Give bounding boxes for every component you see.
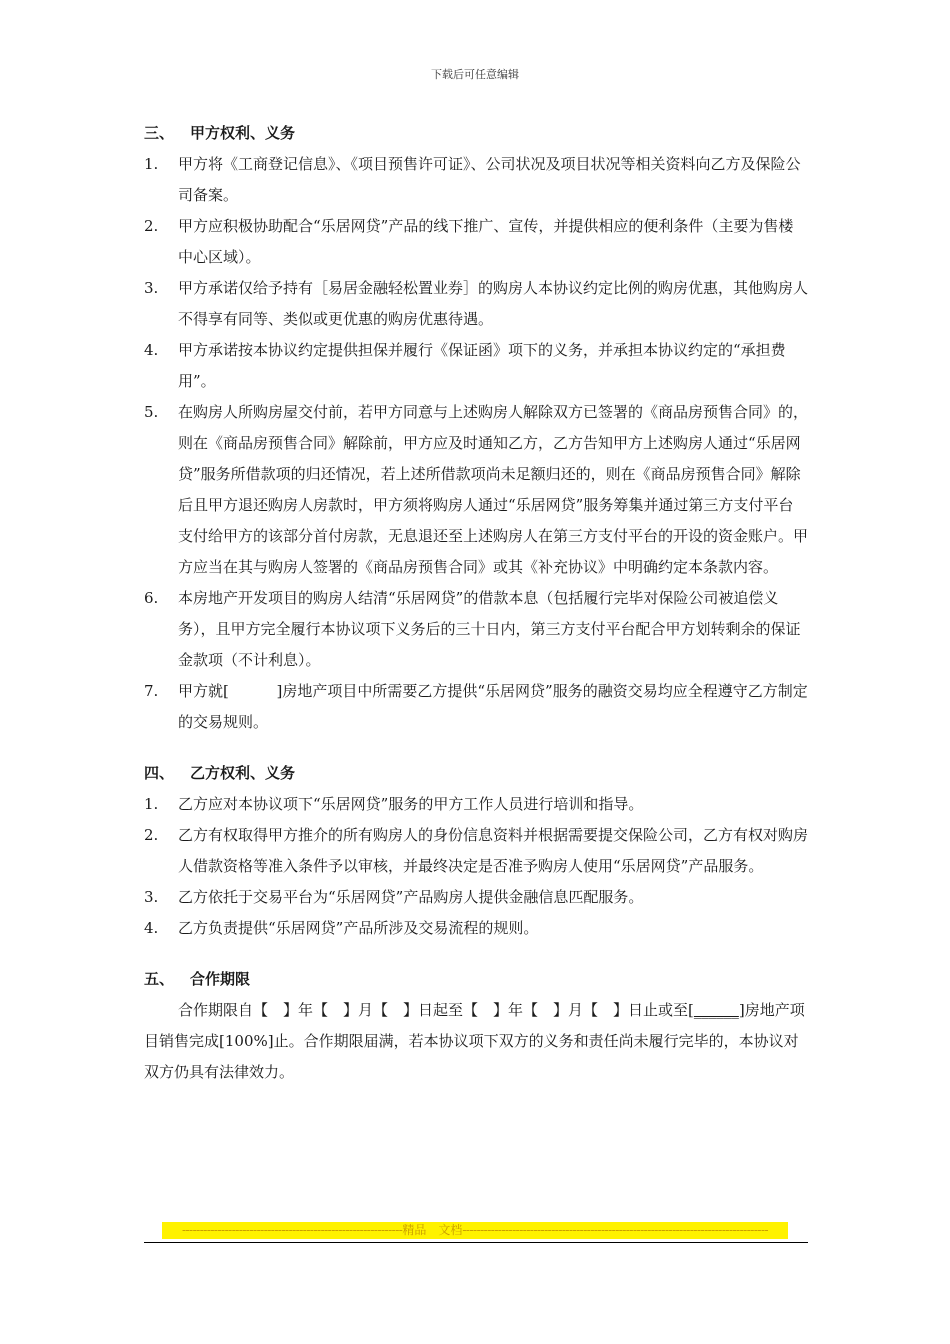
term-paragraph bbox=[144, 995, 808, 1088]
section-number: 三、 bbox=[144, 124, 175, 142]
term-text-a: 合作期限自【 】年【 】月【 】日起至【 】年【 】月【 】日止或至[ bbox=[178, 1001, 694, 1019]
item-number: 3. bbox=[144, 888, 159, 906]
section-heading: 乙方权利、义务 bbox=[190, 764, 296, 782]
item-text: 甲方应积极协助配合“乐居网贷”产品的线下推广、宣传，并提供相应的便利条件（主要为售楼中心区域）。 bbox=[178, 217, 794, 266]
section-party-a bbox=[144, 118, 808, 738]
item-text: 乙方依托于交易平台为“乐居网贷”产品购房人提供金融信息匹配服务。 bbox=[178, 888, 644, 906]
section-title bbox=[144, 964, 808, 995]
footer-banner bbox=[162, 1222, 788, 1239]
footer-label: 精品 文档 bbox=[402, 1223, 463, 1237]
item-number: 1. bbox=[144, 155, 159, 173]
item-number: 7. bbox=[144, 682, 159, 700]
list-item bbox=[144, 273, 808, 335]
section-number: 四、 bbox=[144, 764, 175, 782]
list-item bbox=[144, 789, 808, 820]
item-text: 本房地产开发项目的购房人结清“乐居网贷”的借款本息（包括履行完毕对保险公司被追偿义务），且甲方完全履行本协议项下义务后的三十日内，第三方支付平台配合甲方划转剩余的保证金款项（不计利息）。 bbox=[178, 589, 801, 669]
page-header: 下载后可任意编辑 bbox=[431, 68, 519, 81]
list-item bbox=[144, 882, 808, 913]
section-party-b bbox=[144, 758, 808, 944]
item-text: 乙方有权取得甲方推介的所有购房人的身份信息资料并根据需要提交保险公司，乙方有权对购房人借款资格等准入条件予以审核，并最终决定是否准予购房人使用“乐居网贷”产品服务。 bbox=[178, 826, 809, 875]
list-item bbox=[144, 335, 808, 397]
item-number: 6. bbox=[144, 589, 159, 607]
item-text: 在购房人所购房屋交付前，若甲方同意与上述购房人解除双方已签署的《商品房预售合同》的，则在《商品房预售合同》解除前，甲方应及时通知乙方，乙方告知甲方上述购房人通过“乐居网贷”服务所借款项的归还情况，若上述所借款项尚未足额归还的，则在《商品房预售合同》解除后且甲方退还购房人房款时，甲方须将购房人通过“乐居网贷”服务筹集并通过第三方支付平台支付给甲方的该部分首付房款，无息退还至上述购房人在第三方支付平台的开设的资金账户。甲方应当在其与购房人签署的《商品房预售合同》或其《补充协议》中明确约定本条款内容。 bbox=[178, 403, 809, 576]
item-text: 乙方应对本协议项下“乐居网贷”服务的甲方工作人员进行培训和指导。 bbox=[178, 795, 644, 813]
item-number: 2. bbox=[144, 826, 159, 844]
list-item bbox=[144, 149, 808, 211]
list-item bbox=[144, 583, 808, 676]
list-item bbox=[144, 397, 808, 583]
section-title bbox=[144, 758, 808, 789]
footer-rule bbox=[144, 1242, 808, 1243]
item-text: 乙方负责提供“乐居网贷”产品所涉及交易流程的规则。 bbox=[178, 919, 539, 937]
list-item bbox=[144, 913, 808, 944]
item-number: 3. bbox=[144, 279, 159, 297]
section-number: 五、 bbox=[144, 970, 175, 988]
item-number: 1. bbox=[144, 795, 159, 813]
list-item bbox=[144, 211, 808, 273]
item-number: 4. bbox=[144, 341, 159, 359]
list-item bbox=[144, 820, 808, 882]
section-term bbox=[144, 964, 808, 1088]
item-text: 甲方将《工商登记信息》、《项目预售许可证》、公司状况及项目状况等相关资料向乙方及保险公司备案。 bbox=[178, 155, 801, 204]
item-number: 5. bbox=[144, 403, 159, 421]
footer-dashes-right: -------------------------------------------------------------------------------------- bbox=[462, 1223, 769, 1237]
term-text-b: ]房地产项目销售完成[100%]止。合作期限届满，若本协议项下双方的义务和责任尚未履行完毕的，本协议对双方仍具有法律效力。 bbox=[144, 1001, 805, 1081]
section-title bbox=[144, 118, 808, 149]
item-text: 甲方承诺按本协议约定提供担保并履行《保证函》项下的义务，并承担本协议约定的“承担费用”。 bbox=[178, 341, 786, 390]
item-text: 甲方承诺仅给予持有［易居金融轻松置业券］的购房人本协议约定比例的购房优惠，其他购房人不得享有同等、类似或更优惠的购房优惠待遇。 bbox=[178, 279, 809, 328]
document-body bbox=[144, 118, 808, 1108]
item-number: 4. bbox=[144, 919, 159, 937]
footer-dashes-left: -------------------------------------------------------------- bbox=[181, 1223, 403, 1237]
item-number: 2. bbox=[144, 217, 159, 235]
list-item bbox=[144, 676, 808, 738]
item-text: 甲方就[ ]房地产项目中所需要乙方提供“乐居网贷”服务的融资交易均应全程遵守乙方制定的交易规则。 bbox=[178, 682, 808, 731]
term-blank: ______ bbox=[693, 1001, 739, 1019]
section-heading: 合作期限 bbox=[190, 970, 251, 988]
section-heading: 甲方权利、义务 bbox=[190, 124, 296, 142]
